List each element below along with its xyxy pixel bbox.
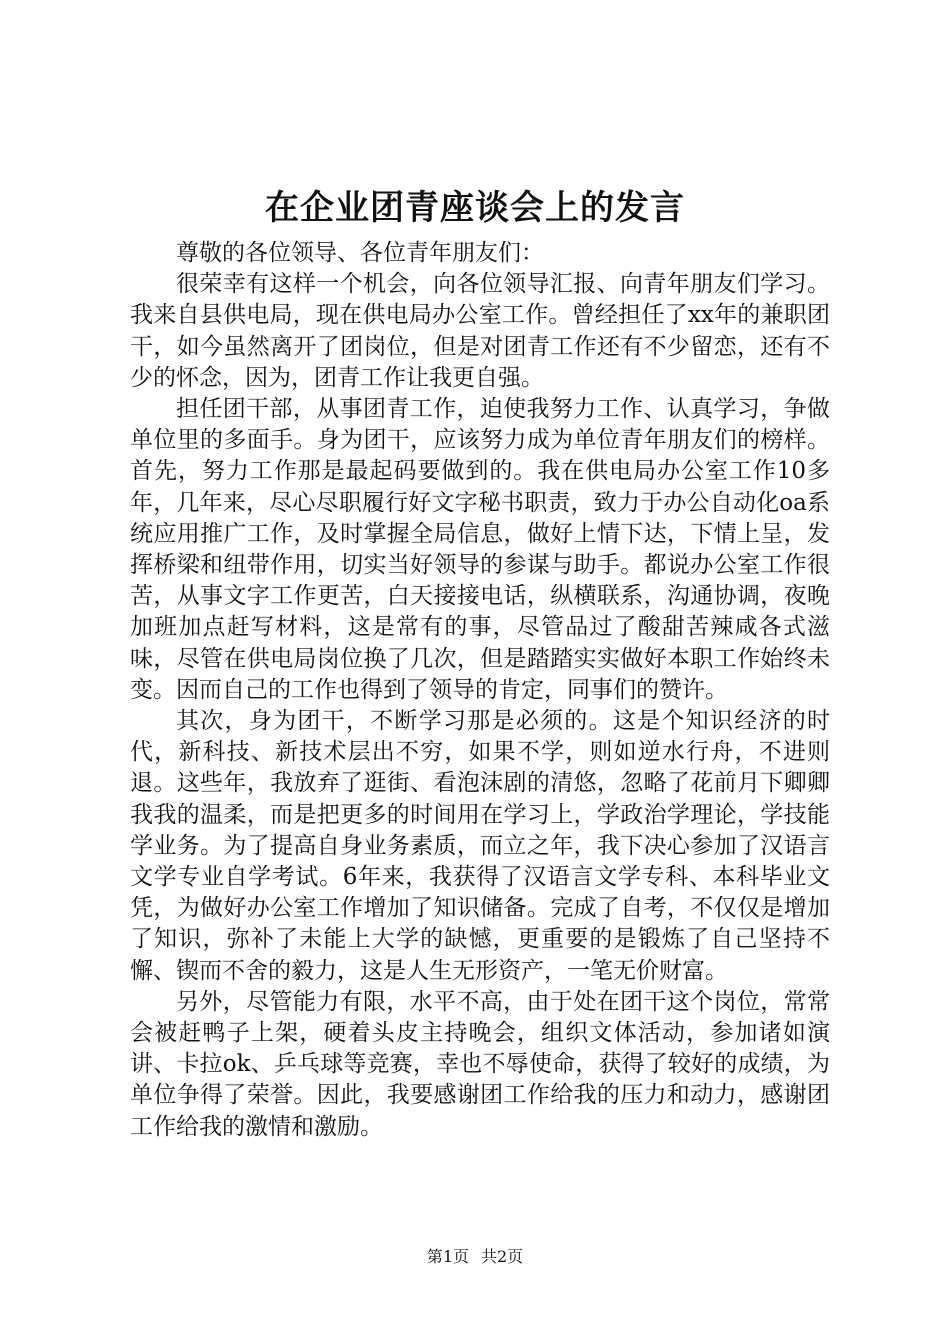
paragraph: 其次，身为团干，不断学习那是必须的。这是个知识经济的时代，新科技、新技术层出不穷，如果不学，则如逆水行舟，不进则退。这些年，我放弃了逛街、看泡沫剧的清悠，忽略了花前月下卿卿我我的温柔，而是把更多的时间用在学习上，学政治学理论，学技能学业务。为了提高自身业务素质，而立之年，我下决心参加了汉语言文学专业自学考试。6年来，我获得了汉语言文学专科、本科毕业文凭，为做好办公室工作增加了知识储备。完成了自考，不仅仅是增加了知识，弥补了未能上大学的缺憾，更重要的是锻炼了自己坚持不懈、锲而不舍的毅力，这是人生无形资产，一笔无价财富。: [130, 708, 830, 984]
paragraph: 担任团干部，从事团青工作，迫使我努力工作、认真学习，争做单位里的多面手。身为团干，应该努力成为单位青年朋友们的榜样。首先，努力工作那是最起码要做到的。我在供电局办公室工作10多年，几年来，尽心尽职履行好文字秘书职责，致力于办公自动化oa系统应用推广工作，及时掌握全局信息，做好上情下达，下情上呈，发挥桥梁和纽带作用，切实当好领导的参谋与助手。都说办公室工作很苦，从事文字工作更苦，白天接接电话，纵横联系，沟通协调，夜晚加班加点赶写材料，这是常有的事，尽管品过了酸甜苦辣咸各式滋味，尽管在供电局岗位换了几次，但是踏踏实实做好本职工作始终未变。因而自己的工作也得到了领导的肯定，同事们的赞许。: [130, 396, 830, 703]
paragraph: 很荣幸有这样一个机会，向各位领导汇报、向青年朋友们学习。我来自县供电局，现在供电局办公室工作。曾经担任了xx年的兼职团干，如今虽然离开了团岗位，但是对团青工作还有不少留恋，还有不少的怀念，因为，团青工作让我更自强。: [130, 271, 830, 391]
salutation: 尊敬的各位领导、各位青年朋友们：: [176, 240, 544, 266]
page-number: 第1页: [426, 1247, 469, 1266]
page-total: 共2页: [481, 1247, 524, 1266]
page-footer: [0, 1246, 950, 1268]
document-title: 在企业团青座谈会上的发言: [265, 188, 685, 228]
document-body: [130, 238, 830, 1143]
paragraph: 另外，尽管能力有限，水平不高，由于处在团干这个岗位，常常会被赶鸭子上架，硬着头皮主持晚会，组织文体活动，参加诸如演讲、卡拉ok、乒乓球等竞赛，幸也不辱使命，获得了较好的成绩，为单位争得了荣誉。因此，我要感谢团工作给我的压力和动力，感谢团工作给我的激情和激励。: [130, 988, 830, 1140]
